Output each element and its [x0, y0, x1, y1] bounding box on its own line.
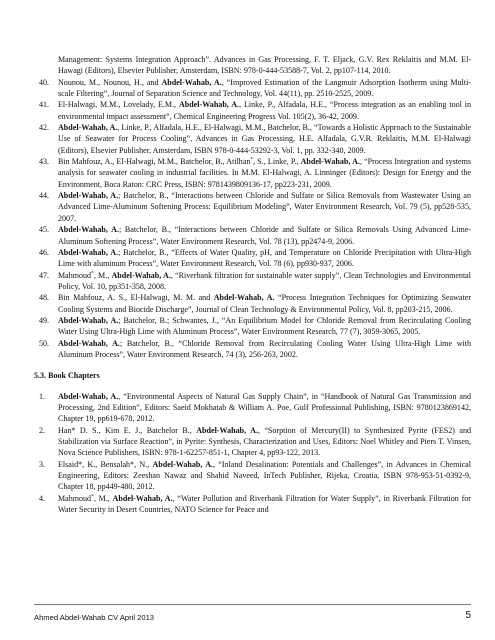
book-chapters-list [34, 391, 471, 516]
author-highlight: Abdel-Wahab, A. [196, 425, 258, 435]
footer-divider [34, 604, 471, 605]
reference-text: Elsaid*, K., Bensalah*, N., [58, 459, 153, 469]
page-number: 5 [465, 610, 471, 621]
reference-text: El-Halwagi, M.M., Lovelady, E.M., [58, 100, 179, 110]
author-highlight: Abdel-Wahab, A. [111, 270, 171, 280]
author-highlight: Abdel-Wahab, A. [161, 77, 222, 87]
reference-text: , “Sorption of Mercury(II) to Synthesized Pyrite (FES2) and Stabilization via Surface Reaction”, in Pyrite: Synthesis, Characterization and Uses, Editors: Noel Whitley and Piers T. Vinsen, Nova Science Publishers, ISBN: 978-1-62257-851-1, Chapter 4, pp93-122, 2013. [58, 425, 471, 458]
author-highlight: Abdel-Wahab, A. [178, 100, 240, 110]
reference-number: 44. [39, 191, 50, 201]
reference-number: 2. [39, 425, 46, 435]
reference-item [34, 315, 471, 338]
reference-text: ; Batchelor, B., “Chloride Removal from Recirculating Cooling Water Using Ultra-High Lime with Aluminum Process”, Water Environment Research, 74 (3), 256-263, 2002. [58, 338, 471, 359]
reference-text: , “Water Pollution and Riverbank Filtration for Water Supply”, in Riverbank Filtration for Water Security in Desert Countries, NATO Science for Peace and [58, 493, 471, 515]
reference-text: Bin Mahfouz, A. S., El-Halwagi, M. M. and [58, 293, 214, 303]
reference-item [34, 459, 471, 493]
reference-text: ; Batchelor, B.; Schwantes, J., “An Equilibrium Model for Chloride Removal from Recirculating Cooling Water Using Ultra-High Lime with Aluminum Process”, Water Environment Research, 77 (7), 3059-3065, 2005. [58, 315, 471, 337]
reference-number: 4. [39, 493, 46, 503]
reference-text: Mahmoud [58, 270, 92, 280]
journal-references-list [34, 77, 471, 361]
author-highlight: Abdel-Wahab, A. [112, 493, 173, 503]
reference-item [34, 292, 471, 315]
reference-item [34, 270, 471, 293]
reference-number: 43. [39, 157, 50, 167]
asterisk-mark: * [91, 269, 94, 276]
reference-item [34, 190, 471, 224]
author-highlight: Abdel-Wahab, A. [58, 123, 118, 133]
author-highlight: Abdel-Wahab, A. [58, 225, 119, 235]
reference-text: , “Inland Desalination: Potentials and Challenges”, in Advances in Chemical Engineering, Editors: Zeeshan Nawaz and Shahid Naveed, InTech Publisher, Rijeka, Croatia, ISBN 978-953-51-0392-9, Chapter 18, pp449-480, 2012. [58, 459, 471, 492]
reference-text: , “Process Integration and systems analysis for seawater cooling in industrial facilities. In M.M. El-Halwagi, A. Linninger (Editors): Design for Energy and the Environment, Boca Raton: CRC Press, ISBN: 9781439809136-17, pp223-231, 2009. [58, 157, 471, 189]
reference-number: 47. [39, 270, 50, 280]
reference-text: Mahmoud [58, 493, 92, 503]
reference-number: 41. [39, 100, 50, 110]
author-highlight: Abdel-Wahab, A. [58, 391, 119, 401]
reference-item [34, 247, 471, 270]
reference-number: 45. [39, 225, 50, 235]
reference-number: 40. [39, 77, 50, 87]
reference-number: 46. [39, 247, 50, 257]
reference-number: 42. [39, 123, 50, 133]
reference-text: , M., [93, 270, 112, 280]
author-highlight: Abdel-Wahab, A. [213, 293, 275, 303]
reference-text: Han* D. S., Kim E. J., Batchelor B., [58, 425, 197, 435]
reference-text: ; Batchelor, B., “Effects of Water Quality, pH, and Temperature on Chloride Precipitation with Ultra-High Lime with aluminum Process”, Water Environment Research, Vol. 78 (6), pp930-937, 2006. [58, 247, 471, 269]
reference-text: , Linke, P., Alfadala, H.E., “Process integration as an enabling tool in environmental impact assessment”, Chemical Engineering Progress Vol. 105(2), 36-42, 2009. [58, 100, 471, 121]
author-highlight: Abdel-Wahab, A. [58, 338, 120, 348]
reference-text: Management: Systems Integration Approach”. Advances in Gas Processing, F. T. Eljack, G.V. Rex Reklaitis and M.M. El-Hawagi (Editors), Elsevier Publisher, Amsterdam, ISBN: 978-0-444-53588-7, Vol. 2, pp107-114, 2010. [58, 55, 471, 76]
author-highlight: Abdel-Wahab, A. [58, 191, 119, 201]
reference-number: 50. [39, 338, 50, 348]
reference-text: , S., Linke, P., [253, 157, 301, 167]
author-highlight: Abdel-Wahab, A. [58, 315, 119, 325]
reference-text: ; Batchelor, B., “Interactions between Chloride and Sulfate or Silica Removals Using Advanced Lime-Aluminum Softening Process”, Water Environment Research, Vol. 78 (13), pp2474-9, 2006. [58, 225, 471, 246]
author-highlight: Abdel-Wahab, A. [58, 247, 119, 257]
reference-item [34, 156, 471, 190]
reference-item [34, 224, 471, 247]
reference-number: 1. [39, 391, 46, 401]
reference-text: , “Environmental Aspects of Natural Gas Supply Chain”, in “Handbook of Natural Gas Transmission and Processing, 2nd Edition”, Editors: Saeid Mokhatab & William A. Poe, Gulf Professional Publishing, ISBN: 9780123869142, Chapter 19, pp619-678, 2012. [58, 391, 471, 424]
reference-text: , “Improved Estimation of the Langmuir Adsorption Isotherm using Multi-scale Filtering”, Journal of Separation Science and Technology, Vol. 44(11), pp. 2510-2525, 2009. [58, 77, 471, 99]
footer-text: Ahmed Abdel-Wahab CV April 2013 [34, 613, 155, 622]
reference-item [34, 425, 471, 459]
reference-text: , M., [93, 493, 113, 503]
reference-text: Nounou, M., Nounou, H., and [58, 77, 162, 87]
reference-item [34, 391, 471, 425]
reference-text: ; Batchelor, B., “Interactions between Chloride and Sulfate or Silica Removals from Wastewater Using an Advanced Lime-Aluminum Softening Process: Equilibrium Modeling”, Water Environment Research, Vol. 79 (5), pp528-535, 2007. [58, 191, 471, 223]
reference-text: , “Riverbank filtration for sustainable water supply”, Clean Technologies and Environmental Policy, Vol. 10, pp351-358, 2008. [58, 270, 471, 291]
author-highlight: Abdel-Wahab, A. [300, 157, 360, 167]
reference-text: Bin Mahfouz, A., El-Halwagi, M.M., Batchelor, B., Atilhan [58, 157, 251, 167]
reference-item [34, 122, 471, 156]
reference-text: , Linke, P., Alfadala, H.E., El-Halwagi, M.M., Batchelor, B., “Towards a Holistic Approach to the Sustainable Use of Seawater for Process Cooling”, Advances in Gas Processing, H.E. Alfadala, G.V.R. Reklaitis, M.M. El-Halwagi (Editors), Elsevier Publisher, Amsterdam, ISBN 978-0-444-53292-3, Vol. 1, pp. 332-340, 2009. [58, 123, 471, 155]
author-highlight: Abdel-Wahab, A. [152, 459, 214, 469]
reference-text: “Process Integration Techniques for Optimizing Seawater Cooling Systems and Biocide Discharge”, Journal of Clean Technology & Environmental Policy, Vol. 8, pp203-215, 2006. [58, 293, 471, 314]
reference-item [34, 493, 471, 516]
section-heading: 5.3. Book Chapters [34, 371, 100, 381]
reference-item [34, 338, 471, 361]
asterisk-mark: * [250, 156, 254, 163]
reference-number: 3. [39, 459, 46, 469]
reference-number: 48. [39, 293, 50, 303]
reference-item [34, 99, 471, 122]
reference-continuation [58, 54, 471, 77]
page-content [34, 54, 471, 515]
asterisk-mark: * [91, 493, 94, 500]
reference-item [34, 77, 471, 100]
reference-number: 49. [39, 315, 50, 325]
